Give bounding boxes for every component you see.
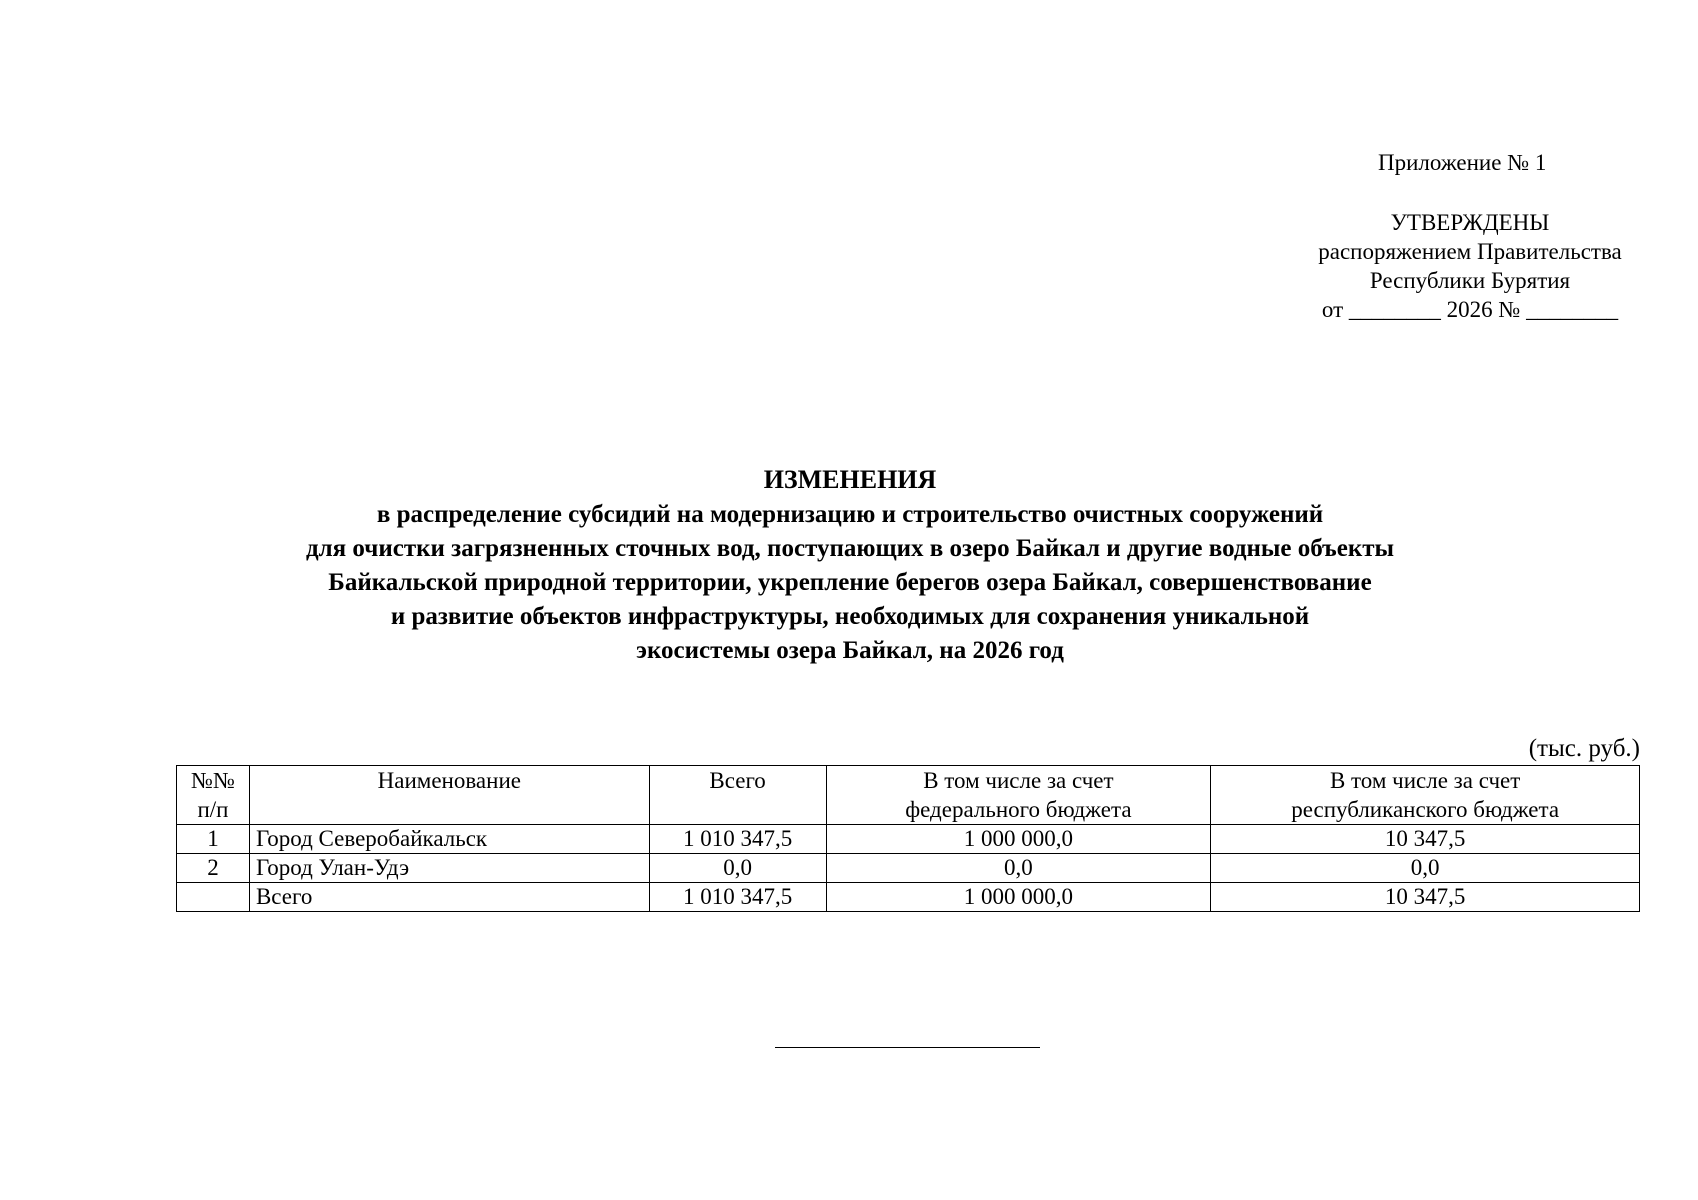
title-line: экосистемы озера Байкал, на 2026 год	[636, 637, 1064, 664]
header-number	[177, 766, 250, 825]
appendix-label: Приложение № 1	[1378, 150, 1547, 175]
title-heading: ИЗМЕНЕНИЯ	[763, 465, 937, 494]
cell-federal: 1 000 000,0	[826, 825, 1211, 854]
header-federal	[826, 766, 1211, 825]
units-label: (тыс. руб.)	[1528, 735, 1640, 762]
cell-federal: 0,0	[826, 854, 1211, 883]
header-republic	[1211, 766, 1640, 825]
approval-heading: УТВЕРЖДЕНЫ	[1390, 210, 1550, 235]
title-line: Байкальской природной территории, укрепление берегов озера Байкал, совершенствование	[328, 569, 1372, 596]
header-text: №№	[191, 768, 235, 793]
table-total-row	[177, 883, 1640, 912]
approval-authority-region: Республики Бурятия	[1369, 268, 1571, 293]
table-header-row	[177, 766, 1640, 825]
header-text: В том числе за счет	[923, 768, 1114, 793]
cell-total: 1 010 347,5	[649, 825, 826, 854]
closing-rule	[775, 1047, 1040, 1048]
cell-name: Всего	[249, 883, 649, 912]
subsidy-table	[176, 765, 1640, 912]
title-line: и развитие объектов инфраструктуры, необходимых для сохранения уникальной	[390, 603, 1310, 630]
header-text: республиканского бюджета	[1291, 797, 1560, 822]
header-total	[649, 766, 826, 825]
title-line: в распределение субсидий на модернизацию и строительство очистных сооружений	[376, 501, 1324, 528]
header-text: п/п	[197, 797, 229, 822]
document-title	[200, 462, 1500, 668]
cell-name: Город Северобайкальск	[249, 825, 649, 854]
title-line: для очистки загрязненных сточных вод, поступающих в озеро Байкал и другие водные объекты	[305, 535, 1395, 562]
cell-number	[177, 883, 250, 912]
header-name	[249, 766, 649, 825]
header-text: Наименование	[377, 768, 521, 793]
cell-name: Город Улан-Удэ	[249, 854, 649, 883]
approval-block	[1290, 208, 1650, 324]
cell-number: 2	[177, 854, 250, 883]
approval-authority: распоряжением Правительства	[1318, 239, 1622, 264]
cell-republic: 0,0	[1211, 854, 1640, 883]
cell-total: 0,0	[649, 854, 826, 883]
approval-date-number: от ________ 2026 № ________	[1321, 297, 1619, 322]
cell-federal: 1 000 000,0	[826, 883, 1211, 912]
table-row	[177, 825, 1640, 854]
cell-number: 1	[177, 825, 250, 854]
table-row	[177, 854, 1640, 883]
cell-total: 1 010 347,5	[649, 883, 826, 912]
header-text: В том числе за счет	[1329, 768, 1521, 793]
cell-republic: 10 347,5	[1211, 883, 1640, 912]
header-text: Всего	[709, 768, 766, 793]
cell-republic: 10 347,5	[1211, 825, 1640, 854]
header-text: федерального бюджета	[905, 797, 1132, 822]
